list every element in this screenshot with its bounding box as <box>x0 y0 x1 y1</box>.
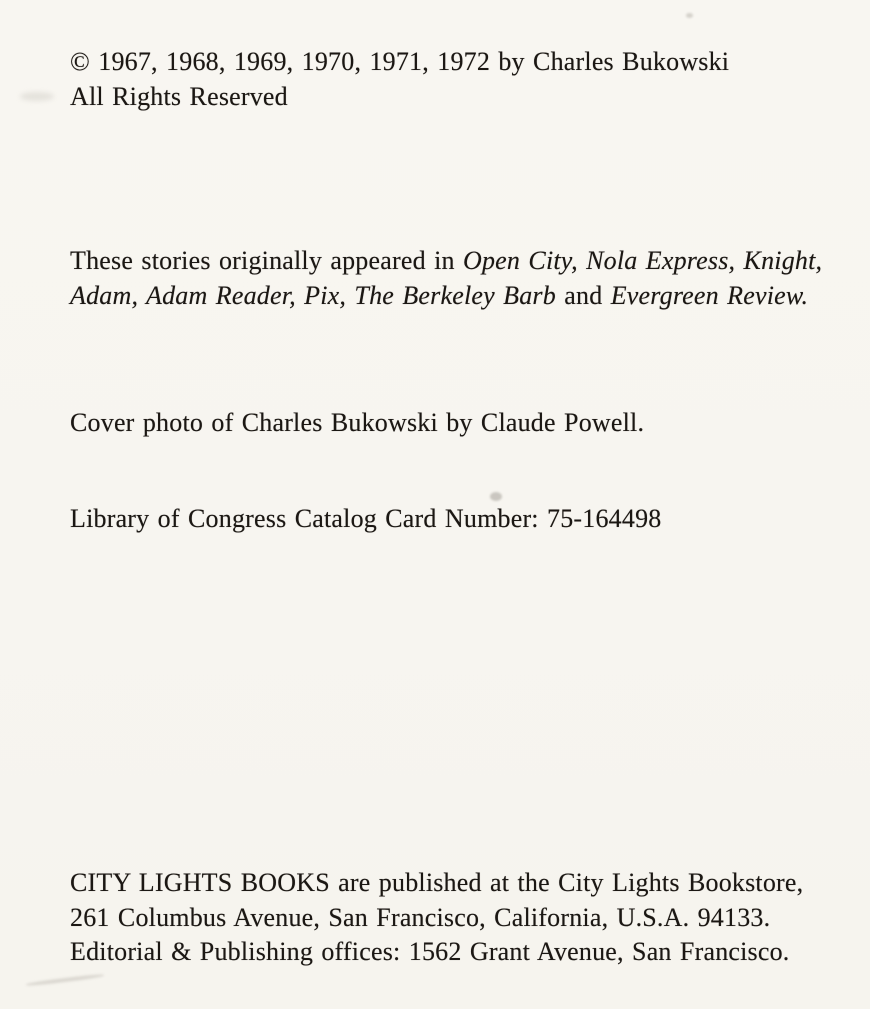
publication-title: Adam Reader, <box>146 281 305 310</box>
publication-title: Pix, <box>304 281 355 310</box>
publisher-block <box>70 866 840 970</box>
publisher-line-2: 261 Columbus Avenue, San Francisco, California, U.S.A. 94133. <box>70 902 771 932</box>
cover-credit-block <box>70 405 840 440</box>
publications-note <box>70 243 840 313</box>
scan-smudge <box>20 92 54 101</box>
publications-line-2 <box>70 278 840 313</box>
cover-credit-line: Cover photo of Charles Bukowski by Claude Powell. <box>70 408 645 437</box>
rights-reserved-line: All Rights Reserved <box>70 82 288 111</box>
publication-title: The Berkeley Barb <box>354 281 556 310</box>
publication-title: Open City, <box>463 246 587 275</box>
publication-title: Evergreen Review. <box>610 281 809 310</box>
publication-title: Knight, <box>743 246 823 275</box>
scan-streak <box>26 973 104 986</box>
note-text: and <box>555 281 611 310</box>
scan-speck <box>686 13 693 18</box>
publisher-line-1: CITY LIGHTS BOOKS are published at the City Lights Bookstore, <box>70 868 804 897</box>
note-text: These stories originally appeared in <box>70 246 463 275</box>
copyright-block <box>70 44 840 114</box>
publications-line-1 <box>70 243 840 278</box>
copyright-line: © 1967, 1968, 1969, 1970, 1971, 1972 by Charles Bukowski <box>70 47 730 76</box>
publisher-line-3: Editorial & Publishing offices: 1562 Grant Avenue, San Francisco. <box>70 937 790 966</box>
publication-title: Nola Express, <box>586 246 744 275</box>
catalog-number-line: Library of Congress Catalog Card Number: 75-164498 <box>70 504 662 533</box>
publication-title: Adam, <box>70 281 146 310</box>
scan-speck <box>490 492 502 501</box>
catalog-number-block <box>70 501 840 536</box>
